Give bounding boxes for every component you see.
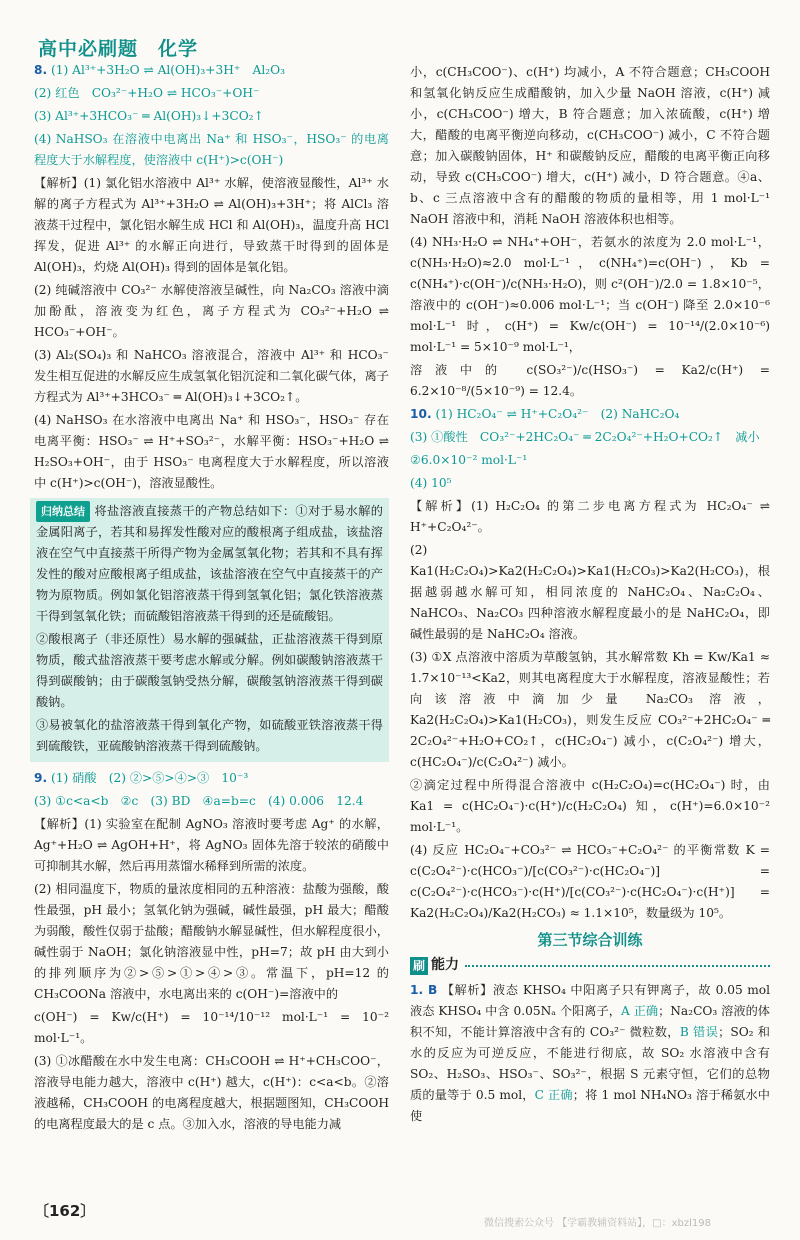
ability-label: 能力 [431, 957, 459, 973]
q10-answer-2: (3) ①酸性 CO₃²⁻+2HC₂O₄⁻ ═ 2C₂O₄²⁻+H₂O+CO₂↑ 减小 [410, 430, 760, 444]
ability-divider [465, 965, 770, 967]
right-column [410, 62, 770, 1129]
page-number: 〔162〕 [34, 1202, 96, 1220]
ability-header [410, 955, 770, 976]
q9-explain-1: 【解析】(1) 实验室在配制 AgNO₃ 溶液时要考虑 Ag⁺ 的水解，Ag⁺+H₂O ⇌ AgOH+H⁺，将 AgNO₃ 固体先溶于较浓的硝酸中可抑制其水解，然后再用蒸馏水稀释到所需的浓度。 [34, 817, 389, 873]
q10-explain-2: (2) Ka1(H₂C₂O₄)>Ka2(H₂C₂O₄)>Ka1(H₂CO₃)>Ka2(H₂CO₃)，根据越弱越水解可知，相同浓度的 NaHC₂O₄、Na₂C₂O₄、NaHCO₃、Na₂CO₃ 四种溶液水解程度最小的是 NaHC₂O₄，即碱性最弱的是 NaHC₂O₄ 溶液。 [410, 543, 770, 641]
q10-answer-1: 10. (1) HC₂O₄⁻ ⇌ H⁺+C₂O₄²⁻ (2) NaHC₂O₄ [410, 407, 680, 421]
q10-number: 10. [410, 407, 432, 421]
q1-explain: 1. B 【解析】液态 KHSO₄ 中阳离子只有钾离子，故 0.05 mol 液态 KHSO₄ 中含 0.05Nₐ 个阳离子，A 正确；Na₂CO₃ 溶液的体积不知，不能计算溶液中含有的 CO₃²⁻ 微粒数，B 错误；SO₂ 和水的反应为可逆反应，不能进行彻底，故 SO₂ 水溶液中含有 SO₂、H₂SO₃、HSO₃⁻、SO₃²⁻，根据 S 元素守恒，它们的总物质的量等于 0.5 mol，C 正确；将 1 mol NH₄NO₃ 溶于稀氨水中使 [410, 983, 770, 1123]
q9-answer-2: (3) ①c<a<b ②c (3) BD ④a=b=c (4) 0.006 12.4 [34, 794, 364, 808]
q9-explain-5: 溶液中的 c(SO₃²⁻)/c(HSO₃⁻) = Ka2/c(H⁺) = 6.2×10⁻⁸/(5×10⁻⁹) = 12.4。 [410, 363, 770, 398]
summary-2: ②酸根离子（非还原性）易水解的强碱盐，正盐溶液蒸干得到原物质，酸式盐溶液蒸干要考虑水解或分解。例如碳酸钠溶液蒸干得到碳酸钠；由于碳酸氢钠受热分解，碳酸氢钠溶液蒸干得到碳酸钠。 [36, 632, 383, 709]
summary-box [30, 498, 389, 762]
q8-answer-2: (2) 红色 CO₃²⁻+H₂O ⇌ HCO₃⁻+OH⁻ [34, 86, 260, 100]
watermark-text: 微信搜索公众号 【学霸教辅资料站】，□：xbzl198 [484, 1218, 712, 1229]
q1-number: 1. B [410, 983, 438, 997]
q9-explain-2: (2) 相同温度下，物质的量浓度相同的五种溶液：盐酸为强酸，酸性最强，pH 最小；氢氧化钠为强碱，碱性最强，pH 最大；醋酸为弱酸，酸性仅弱于盐酸；醋酸钠水解显碱性，但水解程度很小，碱性弱于 NaOH；氯化钠溶液显中性，pH=7；故 pH 由大到小的排列顺序为②>⑤>①>④>③。常温下，pH=12 的 CH₃COONa 溶液中，水电离出来的 c(OH⁻)=溶液中的 [34, 882, 389, 1001]
q8-answer-1: 8. (1) Al³⁺+3H₂O ⇌ Al(OH)₃+3H⁺ Al₂O₃ [34, 63, 285, 77]
q9-explain-cont: 小，c(CH₃COO⁻)、c(H⁺) 均减小，A 不符合题意；CH₃COOH 和氢氧化钠反应生成醋酸钠，加入少量 NaOH 溶液，c(H⁺) 减小，c(CH₃COO⁻) 增大，B 符合题意；加入浓硫酸，c(H⁺) 增大，醋酸的电离平衡逆向移动，c(CH₃COO⁻) 减小，C 不符合题意；加入碳酸钠固体，H⁺ 和碳酸钠反应，醋酸的电离平衡正向移动，导致 c(CH₃COO⁻) 增大，c(H⁺) 减小，D 符合题意。④a、b、c 三点溶液中含有的醋酸的物质的量相等，用 1 mol·L⁻¹ NaOH 溶液中和，消耗 NaOH 溶液体积也相等。 [410, 65, 770, 226]
q9-explain-2b: c(OH⁻) = Kw/c(H⁺) = 10⁻¹⁴/10⁻¹² mol·L⁻¹ = 10⁻² mol·L⁻¹。 [34, 1010, 389, 1045]
q8-explain-2: (2) 纯碱溶液中 CO₃²⁻ 水解使溶液呈碱性，向 Na₂CO₃ 溶液中滴加酚酞，溶液变为红色，离子方程式为 CO₃²⁻+H₂O ⇌ HCO₃⁻+OH⁻。 [34, 283, 389, 339]
brush-icon: 刷 [410, 957, 428, 975]
q10-explain-5: (4) 反应 HC₂O₄⁻+CO₃²⁻ ⇌ HCO₃⁻+C₂O₄²⁻ 的平衡常数 K = c(C₂O₄²⁻)·c(HCO₃⁻)/[c(CO₃²⁻)·c(HC₂O₄⁻)] = c(C₂O₄²⁻)·c(HCO₃⁻)·c(H⁺)/[c(CO₃²⁻)·c(HC₂O₄⁻)·c(H⁺)] = Ka2(H₂C₂O₄)/Ka2(H₂CO₃) ≈ 1.1×10⁵，数量级为 10⁵。 [410, 843, 770, 920]
q10-explain-4: ②滴定过程中所得混合溶液中 c(H₂C₂O₄)=c(HC₂O₄⁻) 时，由 Ka1 = c(HC₂O₄⁻)·c(H⁺)/c(H₂C₂O₄) 知，c(H⁺)=6.0×10⁻² mol·L⁻¹。 [410, 778, 770, 834]
q8-explain-1: 【解析】(1) 氯化铝水溶液中 Al³⁺ 水解，使溶液显酸性，Al³⁺ 水解的离子方程式为 Al³⁺+3H₂O ⇌ Al(OH)₃+3H⁺；将 AlCl₃ 溶液蒸干过程中，氯化铝水解生成 HCl 和 Al(OH)₃，温度升高 HCl 挥发，促进 Al³⁺ 的水解正向进行，导致蒸干时得到的固体是 Al(OH)₃，灼烧 Al(OH)₃ 得到的固体是氧化铝。 [34, 176, 389, 274]
q9-explain-3: (3) ①冰醋酸在水中发生电离：CH₃COOH ⇌ H⁺+CH₃COO⁻，溶液导电能力越大，溶液中 c(H⁺) 越大，c(H⁺)：c<a<b。②溶液越稀，CH₃COOH 的电离程度越大，根据题图知，CH₃COOH 的电离程度最大的是 c 点。③加入水，溶液的导电能力减 [34, 1054, 389, 1131]
q8-explain-3: (3) Al₂(SO₄)₃ 和 NaHCO₃ 溶液混合，溶液中 Al³⁺ 和 HCO₃⁻ 发生相互促进的水解反应生成氢氧化铝沉淀和二氧化碳气体，离子方程式为 Al³⁺+3HCO₃⁻ ═ Al(OH)₃↓+3CO₂↑。 [34, 348, 389, 404]
q8-answer-3: (3) Al³⁺+3HCO₃⁻ ═ Al(OH)₃↓+3CO₂↑ [34, 109, 264, 123]
q8-explain-4: (4) NaHSO₃ 在水溶液中电离出 Na⁺ 和 HSO₃⁻，HSO₃⁻ 存在电离平衡：HSO₃⁻ ⇌ H⁺+SO₃²⁻，水解平衡：HSO₃⁻+H₂O ⇌ H₂SO₃+OH⁻，由于 HSO₃⁻ 电离程度大于水解程度，所以溶液中 c(H⁺)>c(OH⁻)，溶液显酸性。 [34, 413, 389, 490]
left-column [34, 60, 389, 1137]
page-header-title: 高中必刷题 化学 [38, 38, 199, 60]
section-title: 第三节综合训练 [537, 931, 643, 949]
q9-number: 9. [34, 771, 48, 785]
q10-explain-1: 【解析】(1) H₂C₂O₄ 的第二步电离方程式为 HC₂O₄⁻ ⇌ H⁺+C₂O₄²⁻。 [410, 499, 770, 534]
q8-answer-4: (4) NaHSO₃ 在溶液中电离出 Na⁺ 和 HSO₃⁻，HSO₃⁻ 的电离程度大于水解程度，使溶液中 c(H⁺)>c(OH⁻) [34, 132, 389, 167]
q8-number: 8. [34, 63, 48, 77]
q10-answer-4: (4) 10⁵ [410, 476, 452, 490]
summary-label: 归纳总结 [36, 501, 90, 522]
q10-explain-3: (3) ①X 点溶液中溶质为草酸氢钠，其水解常数 Kh = Kw/Ka1 ≈ 1.7×10⁻¹³<Ka2，则其电离程度大于水解程度，溶液显酸性；若向该溶液中滴加少量 Na₂CO₃ 溶液，Ka2(H₂C₂O₄)>Ka1(H₂CO₃)，则发生反应 CO₃²⁻+2HC₂O₄⁻ ═ 2C₂O₄²⁻+H₂O+CO₂↑，c(HC₂O₄⁻) 减小，c(C₂O₄²⁻) 增大，c(HC₂O₄⁻)/c(C₂O₄²⁻) 减小。 [410, 650, 770, 769]
summary-1: 归纳总结 将盐溶液直接蒸干的产物总结如下：①对于易水解的金属阳离子，若其和易挥发性酸对应的酸根离子组成盐，该盐溶液在空气中直接蒸干所得产物为金属氢氧化物；若其和不具有挥发性的酸对应酸根离子组成盐，该盐溶液在空气中直接蒸干的产物为原物质。例如氯化铝溶液蒸干得到氢氧化铝；氯化铁溶液蒸干得到氢氧化铁；而硫酸铝溶液蒸干得到的还是硫酸铝。 [36, 501, 383, 627]
summary-3: ③易被氧化的盐溶液蒸干得到氧化产物，如硫酸亚铁溶液蒸干得到硫酸铁，亚硫酸钠溶液蒸干得到硫酸钠。 [36, 718, 383, 753]
q10-answer-3: ②6.0×10⁻² mol·L⁻¹ [410, 453, 528, 467]
q9-answer-1: 9. (1) 硝酸 (2) ②>⑤>④>③ 10⁻³ [34, 771, 249, 785]
q9-explain-4: (4) NH₃·H₂O ⇌ NH₄⁺+OH⁻，若氨水的浓度为 2.0 mol·L⁻¹，c(NH₃·H₂O)≈2.0 mol·L⁻¹，c(NH₄⁺)=c(OH⁻)，Kb = c(NH₄⁺)·c(OH⁻)/c(NH₃·H₂O)，则 c²(OH⁻)/2.0 = 1.8×10⁻⁵，溶液中的 c(OH⁻)≈0.006 mol·L⁻¹；当 c(OH⁻) 降至 2.0×10⁻⁶ mol·L⁻¹ 时，c(H⁺) = Kw/c(OH⁻) = 10⁻¹⁴/(2.0×10⁻⁶) mol·L⁻¹ = 5×10⁻⁹ mol·L⁻¹， [410, 235, 770, 354]
